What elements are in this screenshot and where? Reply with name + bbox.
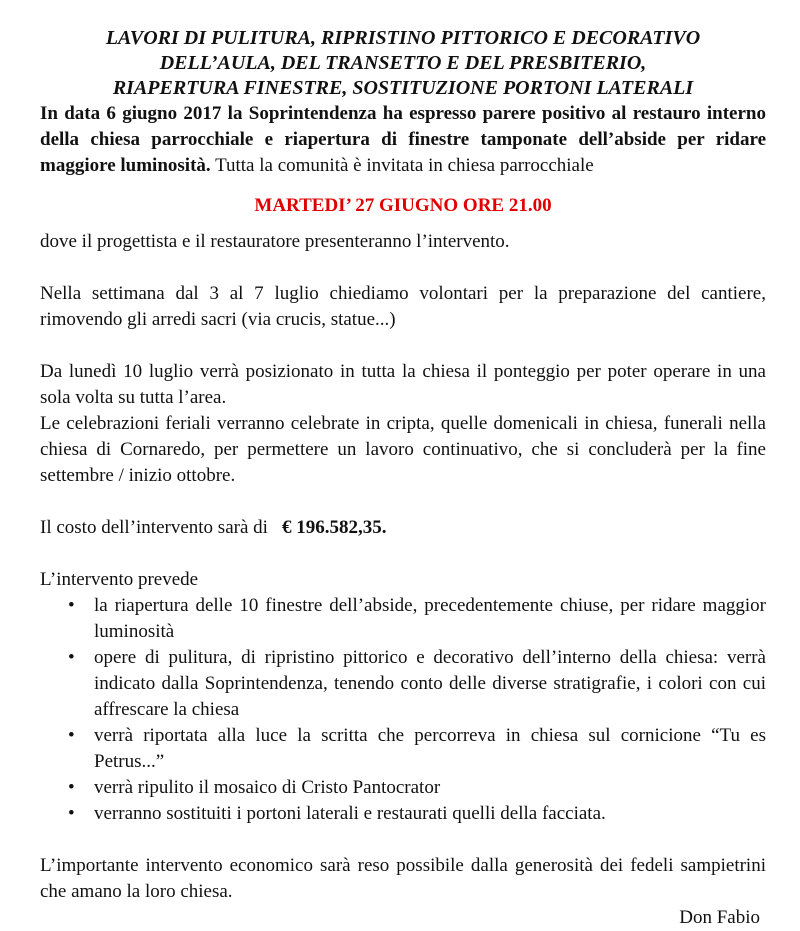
title-line: DELL’AULA, DEL TRANSETTO E DEL PRESBITERIO, [159,52,647,74]
list-item: • opere di pulitura, di ripristino pittorico e decorativo dell’interno della chiesa: verrà indicato dalla Soprintendenza, tenendo conto delle diverse stratigrafie, i colori con cui affrescare la chiesa [68,647,766,720]
bullet-icon: • [68,803,75,824]
closing-paragraph: L’importante intervento economico sarà reso possibile dalla generosità dei fedeli sampietrini che amano la loro chiesa. [40,855,766,902]
intro-bold-text: In data 6 giugno 2017 la Soprintendenza ha espresso parere positivo al restauro interno della chiesa parrocchiale e riapertura di finestre tamponate dell’abside per ridare maggiore luminosità. [40,103,766,176]
list-item: • la riapertura delle 10 finestre dell’abside, precedentemente chiuse, per ridare maggior luminosità [68,595,766,642]
scaffolding-paragraph: Da lunedì 10 luglio verrà posizionato in tutta la chiesa il ponteggio per poter operare in una sola volta su tutta l’area. [40,361,766,408]
signature: Don Fabio [679,907,760,928]
bullet-icon: • [68,647,75,668]
title-line: LAVORI DI PULITURA, RIPRISTINO PITTORICO E DECORATIVO [105,27,701,49]
notice-page [40,26,766,931]
notice-title [40,26,766,101]
plan-list [40,593,766,827]
meeting-date: MARTEDI’ 27 GIUGNO ORE 21.00 [254,195,552,216]
bullet-icon: • [68,725,75,746]
bullet-icon: • [68,777,75,798]
list-item: • verranno sostituiti i portoni laterali e restaurati quelli della facciata. [64,801,766,827]
volunteers-paragraph: Nella settimana dal 3 al 7 luglio chiediamo volontari per la preparazione del cantiere, rimovendo gli arredi sacri (via crucis, statue...) [40,283,766,330]
intro-paragraph [40,101,766,179]
cost-label: Il costo dell’intervento sarà di [40,517,268,538]
bullet-icon: • [68,595,75,616]
plan-heading: L’intervento prevede [40,569,199,590]
cost-line [40,515,766,541]
cost-amount: € 196.582,35. [281,517,387,538]
title-line: RIAPERTURA FINESTRE, SOSTITUZIONE PORTONI LATERALI [112,77,694,99]
intro-normal-text: Tutta la comunità è invitata in chiesa parrocchiale [210,155,594,176]
list-item: • verrà ripulito il mosaico di Cristo Pantocrator [64,775,766,801]
list-item: • verrà riportata alla luce la scritta che percorreva in chiesa sul cornicione “Tu es Petrus...” [68,725,766,772]
presentation-text: dove il progettista e il restauratore presenteranno l’intervento. [40,231,510,252]
celebrations-paragraph: Le celebrazioni feriali verranno celebrate in cripta, quelle domenicali in chiesa, funerali nella chiesa di Cornaredo, per permettere un lavoro continuativo, che si concluderà per la fine settembre / inizio ottobre. [40,413,766,486]
